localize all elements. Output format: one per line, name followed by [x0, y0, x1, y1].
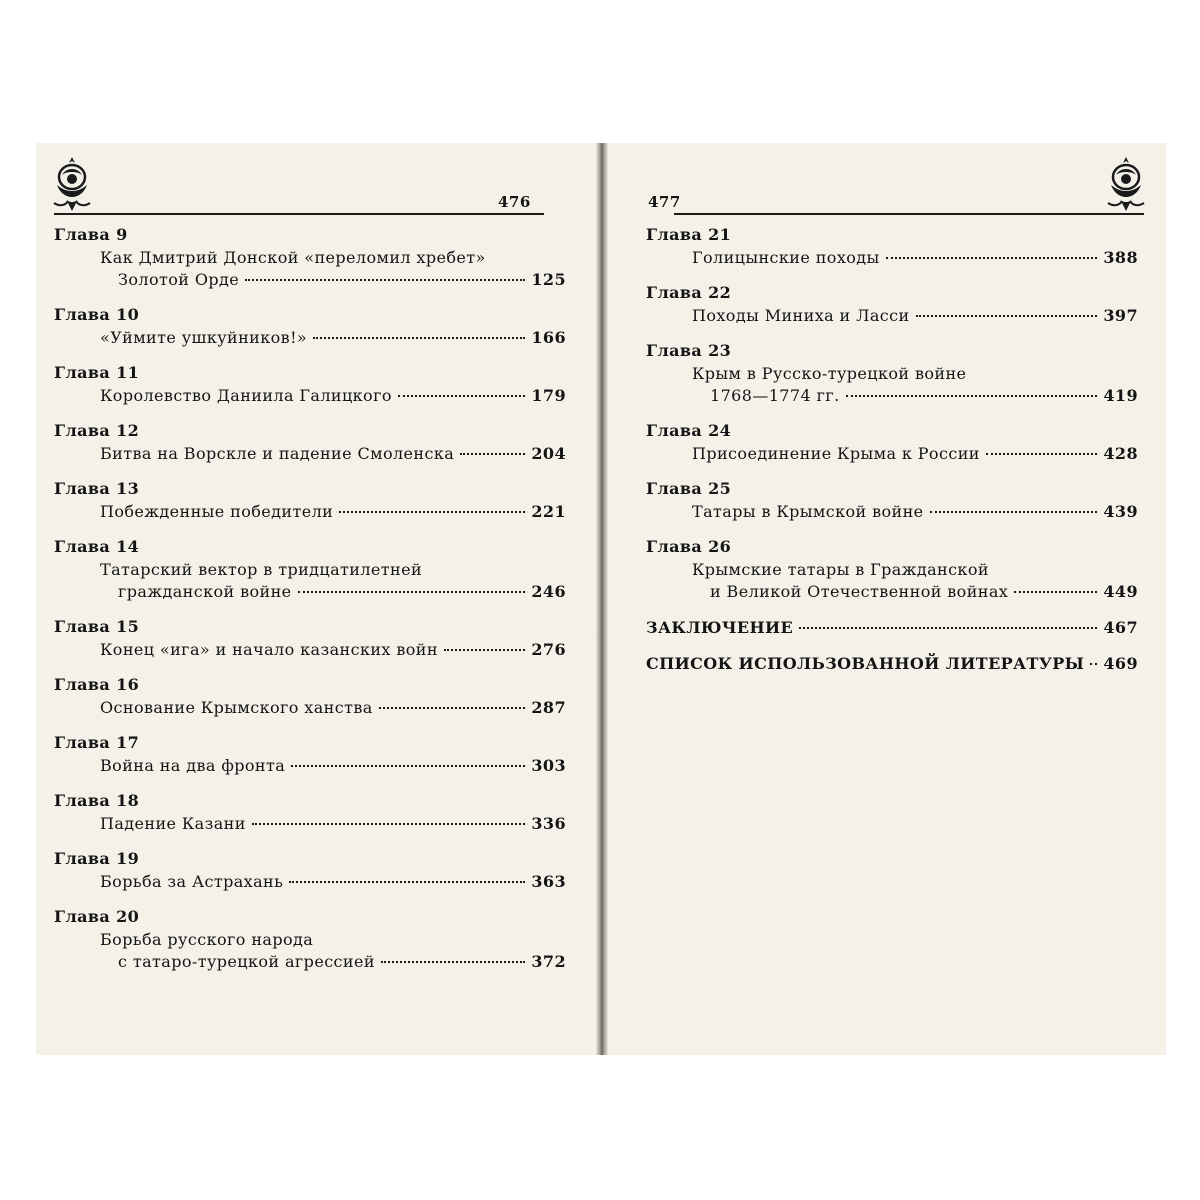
toc-entry	[54, 905, 566, 973]
chapter-label: Глава 21	[646, 225, 732, 244]
dot-leader	[291, 765, 525, 767]
header-rule-right	[674, 213, 1144, 215]
toc-title-line	[54, 385, 566, 407]
chapter-label: Глава 14	[54, 537, 140, 556]
page-ref: 166	[531, 328, 566, 347]
page-ref: 419	[1103, 386, 1138, 405]
chapter-label: Глава 17	[54, 733, 140, 752]
page-ref: 469	[1103, 654, 1138, 673]
toc-title-line	[54, 269, 566, 291]
toc-title-line	[54, 929, 566, 951]
header-rule-left	[54, 213, 544, 215]
toc-title-line	[54, 559, 566, 581]
dot-leader	[289, 881, 525, 883]
toc-title-line	[646, 443, 1138, 465]
dot-leader	[398, 395, 525, 397]
chapter-label: Глава 24	[646, 421, 732, 440]
chapter-label: Глава 10	[54, 305, 140, 324]
chapter-title: Падение Казани	[100, 814, 246, 833]
chapter-label: Глава 20	[54, 907, 140, 926]
table-of-contents-right	[646, 223, 1138, 687]
page-ref: 336	[531, 814, 566, 833]
toc-title-line	[646, 363, 1138, 385]
toc-title-line	[646, 385, 1138, 407]
toc-final-entry	[646, 651, 1138, 677]
section-title: ЗАКЛЮЧЕНИЕ	[646, 618, 794, 637]
dot-leader	[460, 453, 525, 455]
page-ref: 363	[531, 872, 566, 891]
chapter-title: Присоединение Крыма к России	[692, 444, 980, 463]
toc-title-line	[646, 305, 1138, 327]
floral-crest-ornament-icon	[1106, 155, 1146, 215]
chapter-label: Глава 15	[54, 617, 140, 636]
dot-leader	[1014, 591, 1097, 593]
toc-title-line	[54, 951, 566, 973]
page-ref: 449	[1103, 582, 1138, 601]
chapter-label: Глава 13	[54, 479, 140, 498]
toc-final-entry	[646, 615, 1138, 641]
toc-title-line	[646, 581, 1138, 603]
page-ref: 287	[531, 698, 566, 717]
dot-leader	[252, 823, 526, 825]
chapter-title: Борьба за Астрахань	[100, 872, 284, 891]
chapter-title: гражданской войне	[118, 582, 292, 601]
chapter-label: Глава 16	[54, 675, 140, 694]
page-ref: 125	[531, 270, 566, 289]
toc-entry	[54, 303, 566, 349]
chapter-label: Глава 18	[54, 791, 140, 810]
dot-leader	[799, 627, 1097, 629]
book-spread	[36, 143, 1166, 1055]
page-ref: 397	[1103, 306, 1138, 325]
section-title: СПИСОК ИСПОЛЬЗОВАННОЙ ЛИТЕРАТУРЫ	[646, 654, 1085, 673]
floral-crest-ornament-icon	[52, 155, 92, 215]
toc-title-line	[54, 327, 566, 349]
chapter-title: Как Дмитрий Донской «переломил хребет»	[100, 248, 486, 267]
chapter-label: Глава 23	[646, 341, 732, 360]
page-ref: 246	[531, 582, 566, 601]
chapter-title: Походы Миниха и Ласси	[692, 306, 910, 325]
right-page	[608, 143, 1166, 1055]
toc-entry	[646, 281, 1138, 327]
chapter-title: с татаро-турецкой агрессией	[118, 952, 375, 971]
chapter-title: Татары в Крымской войне	[692, 502, 924, 521]
page-ref: 467	[1103, 618, 1138, 637]
toc-title-line	[54, 697, 566, 719]
chapter-title: Битва на Ворскле и падение Смоленска	[100, 444, 455, 463]
page-ref: 388	[1103, 248, 1138, 267]
dot-leader	[381, 961, 525, 963]
chapter-title: Война на два фронта	[100, 756, 286, 775]
toc-title-line	[646, 559, 1138, 581]
page-ref: 276	[531, 640, 566, 659]
chapter-title: и Великой Отечественной войнах	[710, 582, 1009, 601]
page-ref: 204	[531, 444, 566, 463]
page-ref: 179	[531, 386, 566, 405]
toc-entry	[54, 615, 566, 661]
chapter-title: Крым в Русско-турецкой войне	[692, 364, 967, 383]
toc-title-line	[646, 501, 1138, 523]
toc-entry	[646, 223, 1138, 269]
toc-entry	[54, 673, 566, 719]
chapter-title: 1768—1774 гг.	[710, 386, 840, 405]
toc-entry	[54, 847, 566, 893]
toc-title-line	[646, 247, 1138, 269]
page-ref: 439	[1103, 502, 1138, 521]
toc-title-line	[54, 501, 566, 523]
dot-leader	[379, 707, 526, 709]
toc-entry	[54, 789, 566, 835]
dot-leader	[444, 649, 525, 651]
toc-title-line	[54, 443, 566, 465]
dot-leader	[846, 395, 1098, 397]
chapter-label: Глава 25	[646, 479, 732, 498]
chapter-title: Крымские татары в Гражданской	[692, 560, 989, 579]
chapter-title: Голицынские походы	[692, 248, 880, 267]
toc-entry	[54, 361, 566, 407]
chapter-title: Побежденные победители	[100, 502, 334, 521]
chapter-title: Татарский вектор в тридцатилетней	[100, 560, 423, 579]
dot-leader	[245, 279, 525, 281]
dot-leader	[986, 453, 1098, 455]
chapter-title: Борьба русского народа	[100, 930, 314, 949]
dot-leader	[313, 337, 525, 339]
toc-entry	[646, 477, 1138, 523]
chapter-label: Глава 19	[54, 849, 140, 868]
page-ref: 221	[531, 502, 566, 521]
chapter-label: Глава 22	[646, 283, 732, 302]
toc-entry	[54, 419, 566, 465]
toc-entry	[54, 477, 566, 523]
toc-entry	[54, 223, 566, 291]
page-ref: 372	[531, 952, 566, 971]
dot-leader	[930, 511, 1098, 513]
chapter-label: Глава 11	[54, 363, 140, 382]
book-gutter	[596, 143, 608, 1055]
toc-title-line	[54, 247, 566, 269]
dot-leader	[886, 257, 1098, 259]
chapter-title: Конец «ига» и начало казанских войн	[100, 640, 438, 659]
chapter-title: «Уймите ушкуйников!»	[100, 328, 308, 347]
toc-entry	[646, 419, 1138, 465]
toc-entry	[646, 339, 1138, 407]
chapter-label: Глава 12	[54, 421, 140, 440]
toc-entry	[646, 535, 1138, 603]
chapter-label: Глава 26	[646, 537, 732, 556]
page-ref: 303	[531, 756, 566, 775]
toc-title-line	[54, 581, 566, 603]
toc-title-line	[54, 755, 566, 777]
toc-title-line	[54, 639, 566, 661]
toc-entry	[54, 731, 566, 777]
page-number-right: 477	[648, 193, 681, 211]
dot-leader	[298, 591, 526, 593]
chapter-title: Королевство Даниила Галицкого	[100, 386, 392, 405]
chapter-title: Основание Крымского ханства	[100, 698, 373, 717]
chapter-label: Глава 9	[54, 225, 128, 244]
dot-leader	[916, 315, 1098, 317]
dot-leader	[1090, 663, 1097, 665]
toc-title-line	[54, 871, 566, 893]
left-page	[36, 143, 596, 1055]
page-ref: 428	[1103, 444, 1138, 463]
toc-title-line	[54, 813, 566, 835]
chapter-title: Золотой Орде	[118, 270, 240, 289]
toc-entry	[54, 535, 566, 603]
page-number-left: 476	[498, 193, 531, 211]
table-of-contents-left	[54, 223, 566, 985]
dot-leader	[339, 511, 525, 513]
